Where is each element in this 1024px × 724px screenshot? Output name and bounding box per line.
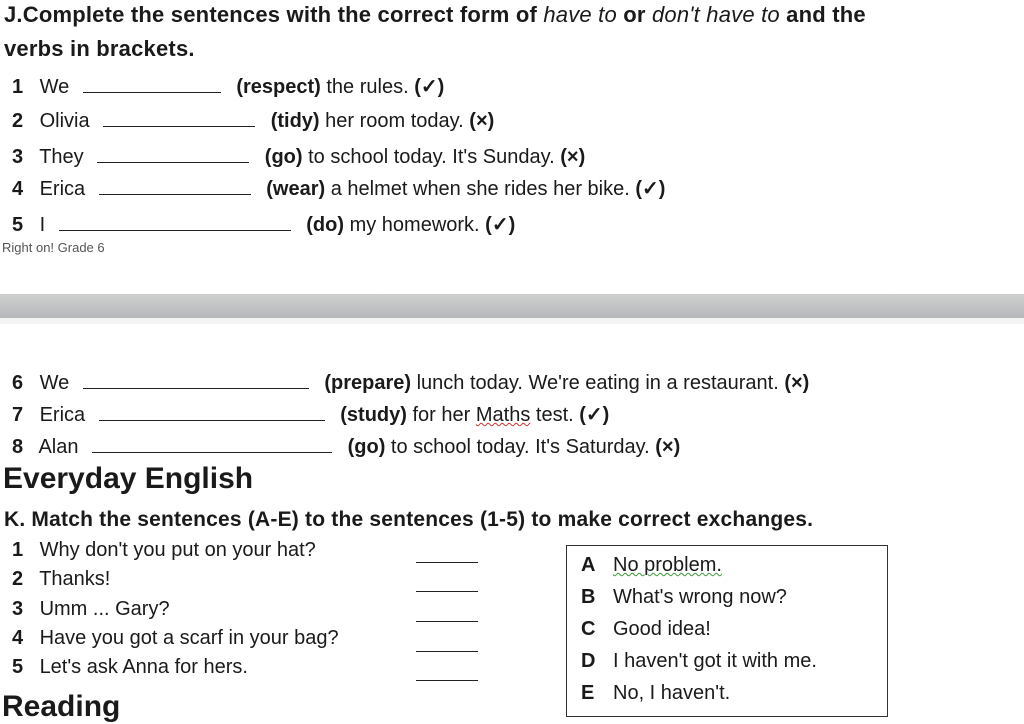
item-number: 5 bbox=[12, 214, 24, 236]
item-verb: (study) bbox=[340, 404, 407, 426]
match-blank[interactable] bbox=[416, 591, 478, 592]
answer-blank[interactable] bbox=[92, 432, 332, 453]
option-text: I haven't got it with me. bbox=[613, 650, 817, 672]
item-rest: to school today. It's Saturday. bbox=[385, 436, 650, 458]
section-j-heading-line2: verbs in brackets. bbox=[4, 36, 195, 61]
exercise-row bbox=[12, 368, 809, 395]
check-mark-icon: (✓) bbox=[579, 404, 610, 426]
item-verb: (wear) bbox=[266, 178, 326, 200]
item-verb: (do) bbox=[306, 214, 345, 236]
option-text: What's wrong now? bbox=[613, 586, 787, 608]
item-rest: a helmet when she rides her bike. bbox=[325, 178, 630, 200]
answer-blank[interactable] bbox=[83, 72, 221, 93]
reading-title: Reading bbox=[2, 690, 121, 723]
option-letter: D bbox=[581, 650, 596, 672]
item-rest: to school today. It's Sunday. bbox=[302, 146, 555, 168]
item-text: Why don't you put on your hat? bbox=[39, 539, 316, 561]
match-blank[interactable] bbox=[416, 651, 478, 652]
item-verb: (go) bbox=[347, 436, 386, 458]
option-letter: C bbox=[581, 618, 596, 640]
item-verb: (tidy) bbox=[270, 110, 320, 132]
cross-mark-icon: (×) bbox=[655, 436, 681, 458]
option-item bbox=[581, 618, 711, 641]
heading-dont-have-to: don't have to bbox=[651, 2, 780, 27]
item-subject: We bbox=[39, 76, 70, 98]
spellcheck-word: Maths bbox=[475, 404, 531, 426]
item-text: Let's ask Anna for hers. bbox=[39, 656, 248, 678]
answer-blank[interactable] bbox=[97, 142, 249, 163]
heading-prefix: J.Complete the sentences with the correct form of bbox=[4, 2, 544, 27]
answer-blank[interactable] bbox=[99, 400, 325, 421]
match-blank[interactable] bbox=[416, 680, 478, 681]
item-rest: the rules. bbox=[320, 76, 409, 98]
item-number: 6 bbox=[12, 372, 24, 394]
option-letter: A bbox=[581, 554, 596, 576]
option-item bbox=[581, 650, 817, 673]
match-blank[interactable] bbox=[416, 562, 478, 563]
list-item bbox=[12, 627, 339, 650]
answer-blank[interactable] bbox=[59, 210, 291, 231]
item-text: Have you got a scarf in your bag? bbox=[39, 627, 339, 649]
separator-shadow bbox=[0, 318, 1024, 324]
exercise-row bbox=[12, 174, 665, 201]
exercise-row bbox=[12, 72, 444, 99]
option-item bbox=[581, 554, 722, 577]
item-subject: I bbox=[39, 214, 46, 236]
item-verb: (go) bbox=[264, 146, 303, 168]
item-rest-2: test. bbox=[530, 404, 574, 426]
option-letter: E bbox=[581, 682, 595, 704]
list-item bbox=[12, 598, 170, 621]
answer-options-box bbox=[566, 545, 888, 717]
exercise-row bbox=[12, 106, 494, 133]
item-rest: lunch today. We're eating in a restaurant. bbox=[411, 372, 779, 394]
answer-blank[interactable] bbox=[83, 368, 309, 389]
page-separator bbox=[0, 294, 1024, 318]
item-number: 4 bbox=[12, 178, 24, 200]
item-subject: We bbox=[39, 372, 70, 394]
item-subject: Alan bbox=[38, 436, 79, 458]
cross-mark-icon: (×) bbox=[560, 146, 586, 168]
cross-mark-icon: (×) bbox=[469, 110, 495, 132]
item-subject: Olivia bbox=[39, 110, 90, 132]
option-letter: B bbox=[581, 586, 596, 608]
item-text: Thanks! bbox=[39, 568, 111, 590]
option-text: Good idea! bbox=[613, 618, 711, 640]
exercise-row bbox=[12, 400, 609, 427]
exercise-row bbox=[12, 210, 515, 237]
heading-have-to: have to bbox=[543, 2, 617, 27]
heading-suffix: and the bbox=[779, 2, 866, 27]
item-subject: They bbox=[39, 146, 84, 168]
item-verb: (respect) bbox=[236, 76, 321, 98]
item-number: 8 bbox=[12, 436, 24, 458]
section-j-heading bbox=[4, 2, 866, 28]
item-number: 7 bbox=[12, 404, 24, 426]
item-subject: Erica bbox=[39, 178, 86, 200]
check-mark-icon: (✓) bbox=[485, 214, 516, 236]
everyday-english-title: Everyday English bbox=[3, 462, 254, 495]
item-number: 4 bbox=[12, 627, 24, 649]
item-number: 3 bbox=[12, 598, 24, 620]
item-text: Umm ... Gary? bbox=[39, 598, 170, 620]
item-number: 3 bbox=[12, 146, 24, 168]
item-rest: her room today. bbox=[319, 110, 464, 132]
item-rest: for her bbox=[406, 404, 476, 426]
answer-blank[interactable] bbox=[103, 106, 255, 127]
item-subject: Erica bbox=[39, 404, 86, 426]
option-text: No problem. bbox=[613, 554, 722, 576]
exercise-row bbox=[12, 432, 680, 459]
section-k-heading: K. Match the sentences (A-E) to the sentences (1-5) to make correct exchanges. bbox=[4, 508, 814, 531]
item-number: 2 bbox=[12, 110, 24, 132]
match-blank[interactable] bbox=[416, 621, 478, 622]
item-number: 2 bbox=[12, 568, 24, 590]
item-number: 5 bbox=[12, 656, 24, 678]
check-mark-icon: (✓) bbox=[635, 178, 666, 200]
check-mark-icon: (✓) bbox=[414, 76, 445, 98]
answer-blank[interactable] bbox=[99, 174, 251, 195]
option-item bbox=[581, 586, 787, 609]
list-item bbox=[12, 539, 316, 562]
list-item bbox=[12, 656, 248, 679]
item-verb: (prepare) bbox=[324, 372, 412, 394]
option-item bbox=[581, 682, 730, 705]
exercise-row bbox=[12, 142, 585, 169]
heading-or: or bbox=[616, 2, 652, 27]
list-item bbox=[12, 568, 110, 591]
option-text: No, I haven't. bbox=[613, 682, 731, 704]
item-number: 1 bbox=[12, 539, 24, 561]
item-number: 1 bbox=[12, 76, 24, 98]
book-caption: Right on! Grade 6 bbox=[2, 240, 105, 255]
item-rest: my homework. bbox=[344, 214, 480, 236]
cross-mark-icon: (×) bbox=[784, 372, 810, 394]
